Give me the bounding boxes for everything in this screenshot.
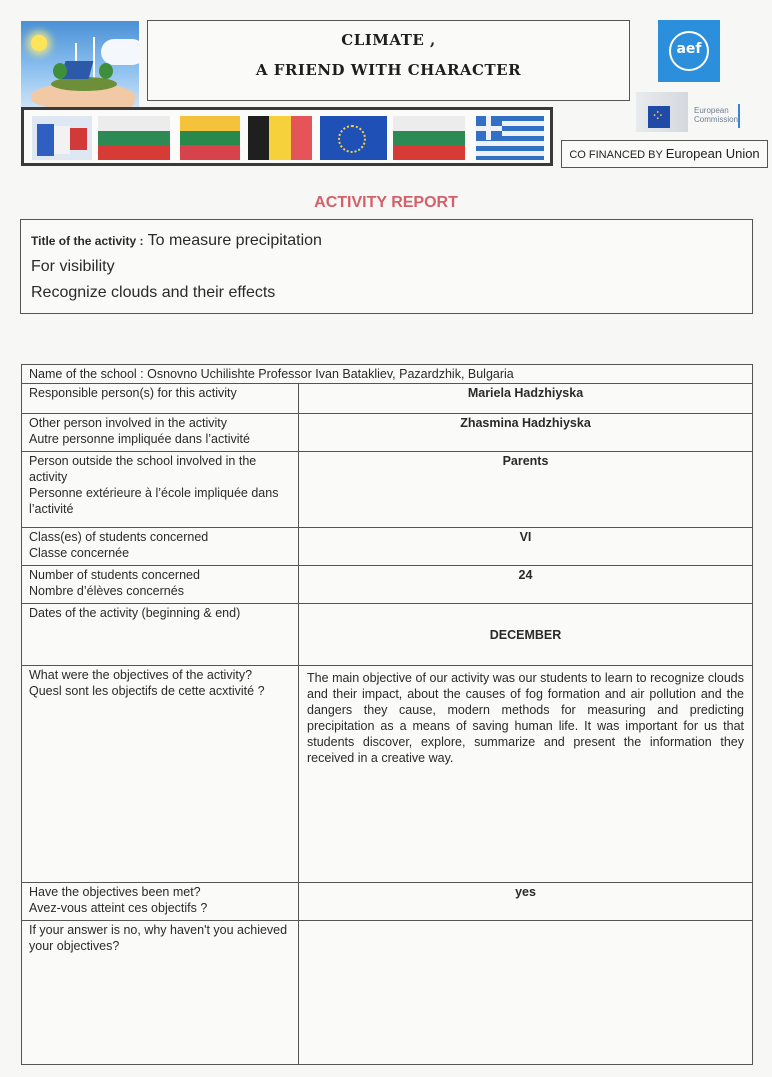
table-row [22,921,753,1065]
activity-title-line: Recognize clouds and their effects [31,284,276,301]
row-label: Class(es) of students concerned Classe concernée [22,528,299,566]
table-row [22,604,753,666]
table-row [22,666,753,883]
table-row [22,384,753,414]
flag-bulgaria-icon [393,116,465,160]
table-row [22,452,753,528]
wind-turbine-icon [93,37,95,81]
flag-greece-icon [476,116,544,160]
row-label: Responsible person(s) for this activity [22,384,299,414]
cofinanced-org: European Union [665,146,760,161]
school-value: Osnovno Uchilishte Professor Ivan Batakliev, Pazardzhik, Bulgaria [147,367,514,381]
dates-value: DECEMBER [299,604,753,666]
tree-icon [53,63,67,79]
ground-icon [51,77,117,91]
cofinanced-prefix: CO FINANCED BY [569,149,663,161]
activity-title-label: Title of the activity : [31,234,144,248]
row-label: Have the objectives been met? Avez-vous atteint ces objectifs ? [22,883,299,921]
school-cell [22,365,753,384]
cofinanced-box [561,140,768,168]
flag-bulgaria-icon [98,116,170,160]
european-commission-logo [636,92,766,132]
ec-label-line2: Commission [694,115,739,124]
school-label: Name of the school : [29,367,144,381]
eu-flag-icon [648,106,670,128]
row-label: Number of students concerned Nombre d’élèves concernés [22,566,299,604]
students-count-value: 24 [299,566,753,604]
table-row [22,365,753,384]
report-heading: ACTIVITY REPORT [314,194,458,211]
table-row [22,414,753,452]
climate-hand-illustration [21,21,139,108]
sun-icon [31,35,47,51]
partner-flags-strip [21,107,553,166]
row-label: Dates of the activity (beginning & end) [22,604,299,666]
activity-title-line: For visibility [31,258,115,275]
table-row [22,883,753,921]
row-label: Person outside the school involved in the activity Personne extérieure à l’école impliquée dans l’activité [22,452,299,528]
table-row [22,566,753,604]
responsible-person-value: Mariela Hadzhiyska [299,384,753,414]
project-title-line2: A FRIEND WITH CHARACTER [255,61,522,79]
objectives-met-value: yes [299,883,753,921]
flag-lithuania-icon [180,116,240,160]
table-row [22,528,753,566]
cloud-icon [101,39,139,65]
outside-person-value: Parents [299,452,753,528]
aef-europe-logo [658,20,720,82]
flag-france-icon [32,116,92,160]
activity-details-table [21,364,753,1065]
row-label: Other person involved in the activity Autre personne impliquée dans l’activité [22,414,299,452]
ec-label-line1: European [694,106,729,115]
activity-title-box [20,219,753,314]
objectives-value: The main objective of our activity was our students to learn to recognize clouds and their impact, about the causes of fog formation and air pollution and the dangers they cause, modern methods for measuring and predicting precipitation as a means of saving human life. It was important for us that students discover, explore, summarize and present the information they received in a creative way. [299,666,753,883]
class-value: VI [299,528,753,566]
aef-logo-text: aef [676,41,702,57]
tree-icon [99,63,113,79]
project-title-line1: CLIMATE , [341,31,436,49]
row-label: If your answer is no, why haven't you achieved your objectives? [22,921,299,1065]
flag-belgium-icon [248,116,312,160]
activity-title-line: To measure precipitation [147,232,322,249]
row-label: What were the objectives of the activity? Quesl sont les objectifs de cette acxtivité ? [22,666,299,883]
not-achieved-reason-value [299,921,753,1065]
flag-eu-icon [320,116,387,160]
other-person-value: Zhasmina Hadzhiyska [299,414,753,452]
project-title-box [147,20,630,101]
